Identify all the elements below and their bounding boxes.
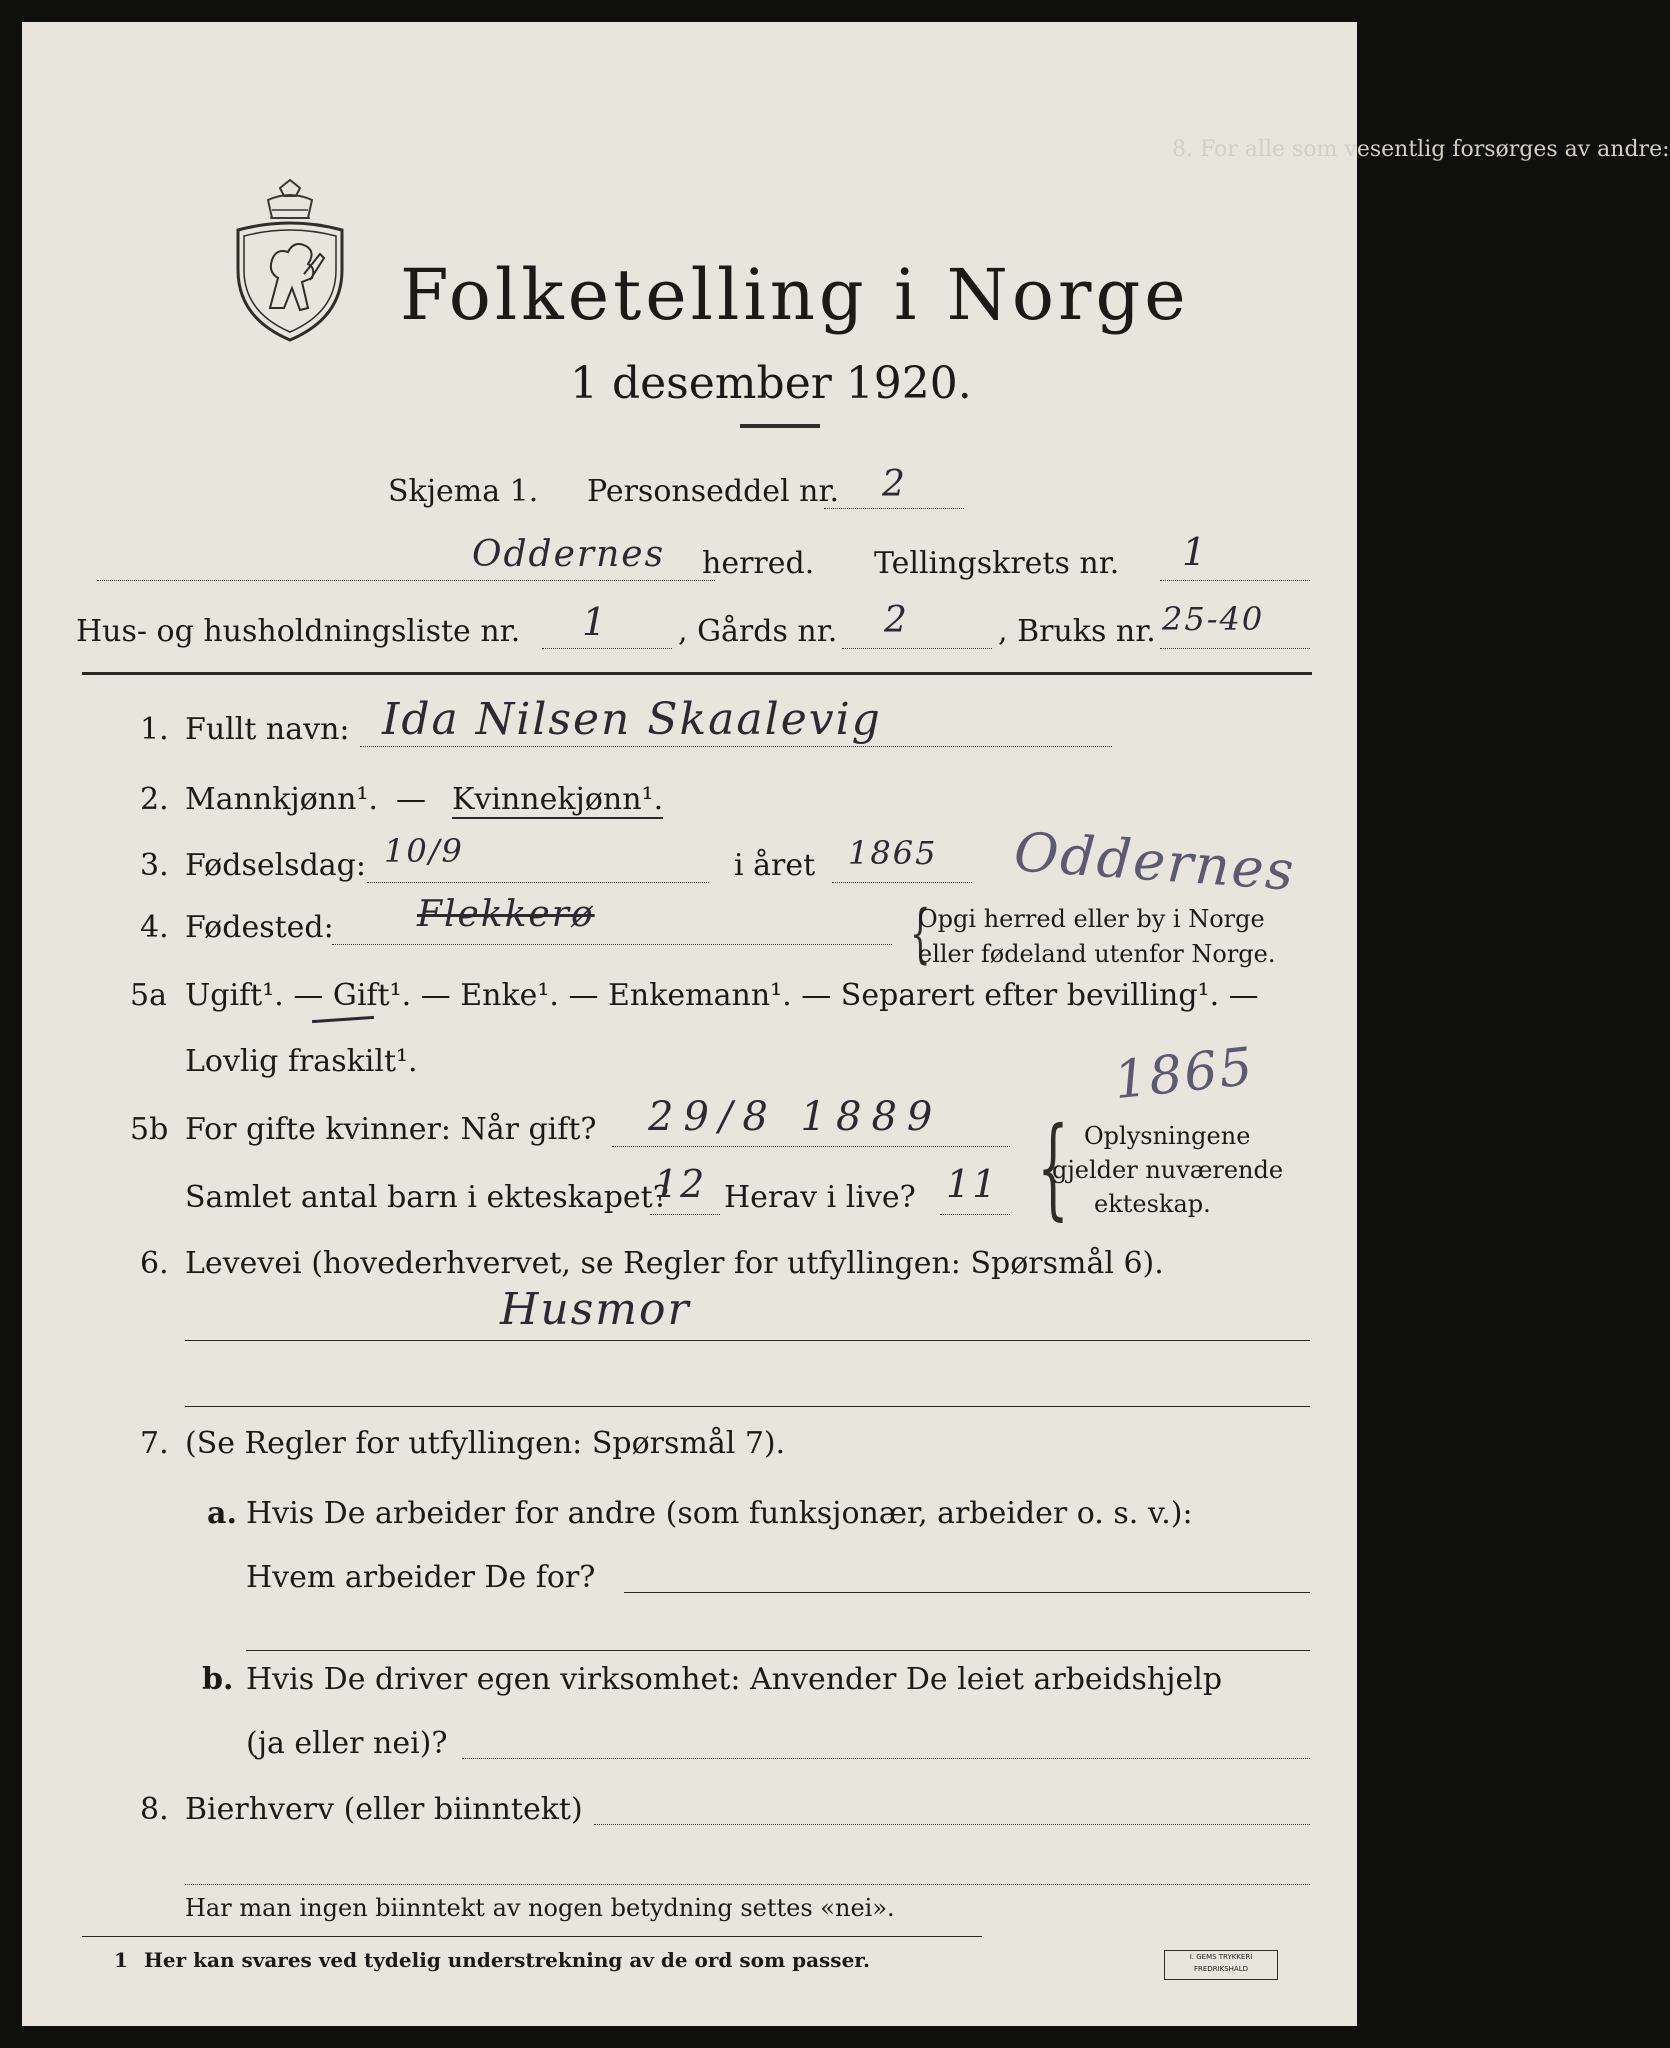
q4-label: Fødested: — [185, 910, 334, 945]
husliste-line — [542, 648, 672, 649]
q4-note-line2: eller fødeland utenfor Norge. — [918, 940, 1276, 968]
q5b-number: 5b — [130, 1112, 169, 1147]
q3-margin-note: Oddernes — [1012, 820, 1298, 903]
q2-male-option[interactable]: Mannkjønn¹. — [185, 782, 378, 817]
q3-date-line — [367, 882, 709, 883]
coat-of-arms-icon — [230, 178, 350, 348]
schema-label: Skjema 1. — [388, 474, 539, 509]
personseddel-label: Personseddel nr. — [587, 474, 840, 509]
q7a-answer-line[interactable] — [624, 1592, 1310, 1593]
herred-value[interactable]: Oddernes — [472, 534, 666, 575]
personseddel-value[interactable]: 2 — [882, 464, 907, 505]
q8-answer-line[interactable] — [594, 1824, 1310, 1825]
q5b-note-line2: gjelder nuværende — [1052, 1156, 1284, 1184]
printer-stamp-line1: I. GEMS TRYKKERI — [1189, 1953, 1253, 1961]
census-date: 1 desember 1920. — [570, 358, 972, 409]
q5b-alive-label: Herav i live? — [724, 1180, 916, 1215]
bleed-through-text: 8. For alle som vesentlig forsørges av andre: — [1172, 137, 1670, 162]
bruks-value[interactable]: 25-40 — [1162, 600, 1265, 638]
q7b-letter: b. — [202, 1662, 234, 1697]
footnote-mark: 1 — [114, 1948, 128, 1972]
tellingskrets-value[interactable]: 1 — [1182, 530, 1209, 574]
tellingskrets-line — [1160, 580, 1310, 581]
q5b-date-value[interactable]: 29/8 1889 — [648, 1094, 943, 1140]
q7b-answer-line[interactable] — [462, 1758, 1310, 1759]
herred-line — [97, 580, 715, 581]
q2-number: 2. — [140, 782, 169, 817]
q5b-children-label: Samlet antal barn i ekteskapet? — [185, 1180, 669, 1215]
bruks-line — [1160, 648, 1310, 649]
q7-number: 7. — [140, 1426, 169, 1461]
q5a-options-line1[interactable]: Ugift¹. — Gift¹. — Enke¹. — Enkemann¹. — Separert efter bevilling¹. — — [185, 978, 1259, 1013]
q2-separator: — — [396, 782, 426, 817]
q2-female-option[interactable]: Kvinnekjønn¹. — [452, 782, 664, 817]
footnote-rule — [82, 1936, 982, 1937]
q7a-answer-line2[interactable] — [246, 1650, 1310, 1651]
q8-label: Bierhverv (eller biinntekt) — [185, 1792, 583, 1827]
q8-answer-line2[interactable] — [185, 1884, 1310, 1885]
q7a-letter: a. — [207, 1496, 237, 1531]
q8-number: 8. — [140, 1792, 169, 1827]
q4-line — [332, 944, 892, 945]
q6-line2 — [185, 1406, 1310, 1407]
q1-value[interactable]: Ida Nilsen Skaalevig — [382, 694, 882, 745]
q4-number: 4. — [140, 910, 169, 945]
form-title: Folketelling i Norge — [400, 254, 1190, 336]
q6-label: Levevei (hovederhvervet, se Regler for utfyllingen: Spørsmål 6). — [185, 1246, 1164, 1281]
q5a-number: 5a — [130, 978, 167, 1013]
q7a-line2: Hvem arbeider De for? — [246, 1560, 596, 1595]
tellingskrets-label: Tellingskrets nr. — [874, 546, 1120, 581]
q4-brace: { — [910, 897, 931, 971]
q7a-line1: Hvis De arbeider for andre (som funksjonær, arbeider o. s. v.): — [246, 1496, 1193, 1531]
footnote-text: Her kan svares ved tydelig understrekning av de ord som passer. — [144, 1948, 870, 1972]
q6-number: 6. — [140, 1246, 169, 1281]
husliste-label: Hus- og husholdningsliste nr. — [76, 614, 521, 649]
q3-number: 3. — [140, 848, 169, 883]
title-rule — [740, 424, 820, 428]
q5b-date-line — [612, 1146, 1010, 1147]
q1-label: Fullt navn: — [185, 712, 350, 747]
q5b-label: For gifte kvinner: Når gift? — [185, 1112, 597, 1147]
bruks-label: , Bruks nr. — [998, 614, 1156, 649]
q1-line — [360, 746, 1112, 747]
herred-label: herred. — [702, 546, 815, 581]
census-form-page — [22, 22, 1670, 2026]
q8-note: Har man ingen biinntekt av nogen betydning settes «nei». — [185, 1894, 895, 1922]
q7b-line2: (ja eller nei)? — [246, 1726, 448, 1761]
q3-year-label: i året — [734, 848, 816, 883]
q4-note-line1: Opgi herred eller by i Norge — [918, 905, 1265, 933]
header-separator — [82, 672, 1312, 675]
q3-year-line — [832, 882, 972, 883]
q1-number: 1. — [140, 712, 169, 747]
q5a-options-line2[interactable]: Lovlig fraskilt¹. — [185, 1044, 418, 1079]
husliste-value[interactable]: 1 — [582, 600, 609, 644]
printer-stamp — [1164, 1950, 1278, 1980]
q5b-note-line1: Oplysningene — [1084, 1122, 1251, 1150]
q6-value[interactable]: Husmor — [500, 1284, 691, 1335]
q5b-children-line — [650, 1214, 720, 1215]
q5b-brace: { — [1037, 1103, 1069, 1231]
q5b-note-line3: ekteskap. — [1094, 1190, 1211, 1218]
q5b-alive-line — [940, 1214, 1010, 1215]
q5a-gift-underline — [312, 1016, 374, 1023]
personseddel-line — [824, 508, 964, 509]
q7b-line1: Hvis De driver egen virksomhet: Anvender De leiet arbeidshjelp — [246, 1662, 1223, 1697]
q5b-children-value[interactable]: 12 — [654, 1162, 707, 1206]
q3-label: Fødselsdag: — [185, 848, 366, 883]
q3-date-value[interactable]: 10/9 — [384, 832, 464, 870]
gards-line — [842, 648, 992, 649]
q6-line1 — [185, 1340, 1310, 1341]
printer-stamp-line2: FREDRIKSHALD — [1193, 1965, 1248, 1973]
q4-value[interactable]: Flekkerø — [417, 894, 595, 935]
gards-label: , Gårds nr. — [678, 614, 838, 649]
q7-label: (Se Regler for utfyllingen: Spørsmål 7). — [185, 1426, 786, 1461]
q3-year-value[interactable]: 1865 — [848, 834, 938, 872]
q5a-margin-note: 1865 — [1111, 1036, 1258, 1112]
q5b-alive-value[interactable]: 11 — [946, 1162, 999, 1206]
gards-value[interactable]: 2 — [884, 600, 909, 641]
